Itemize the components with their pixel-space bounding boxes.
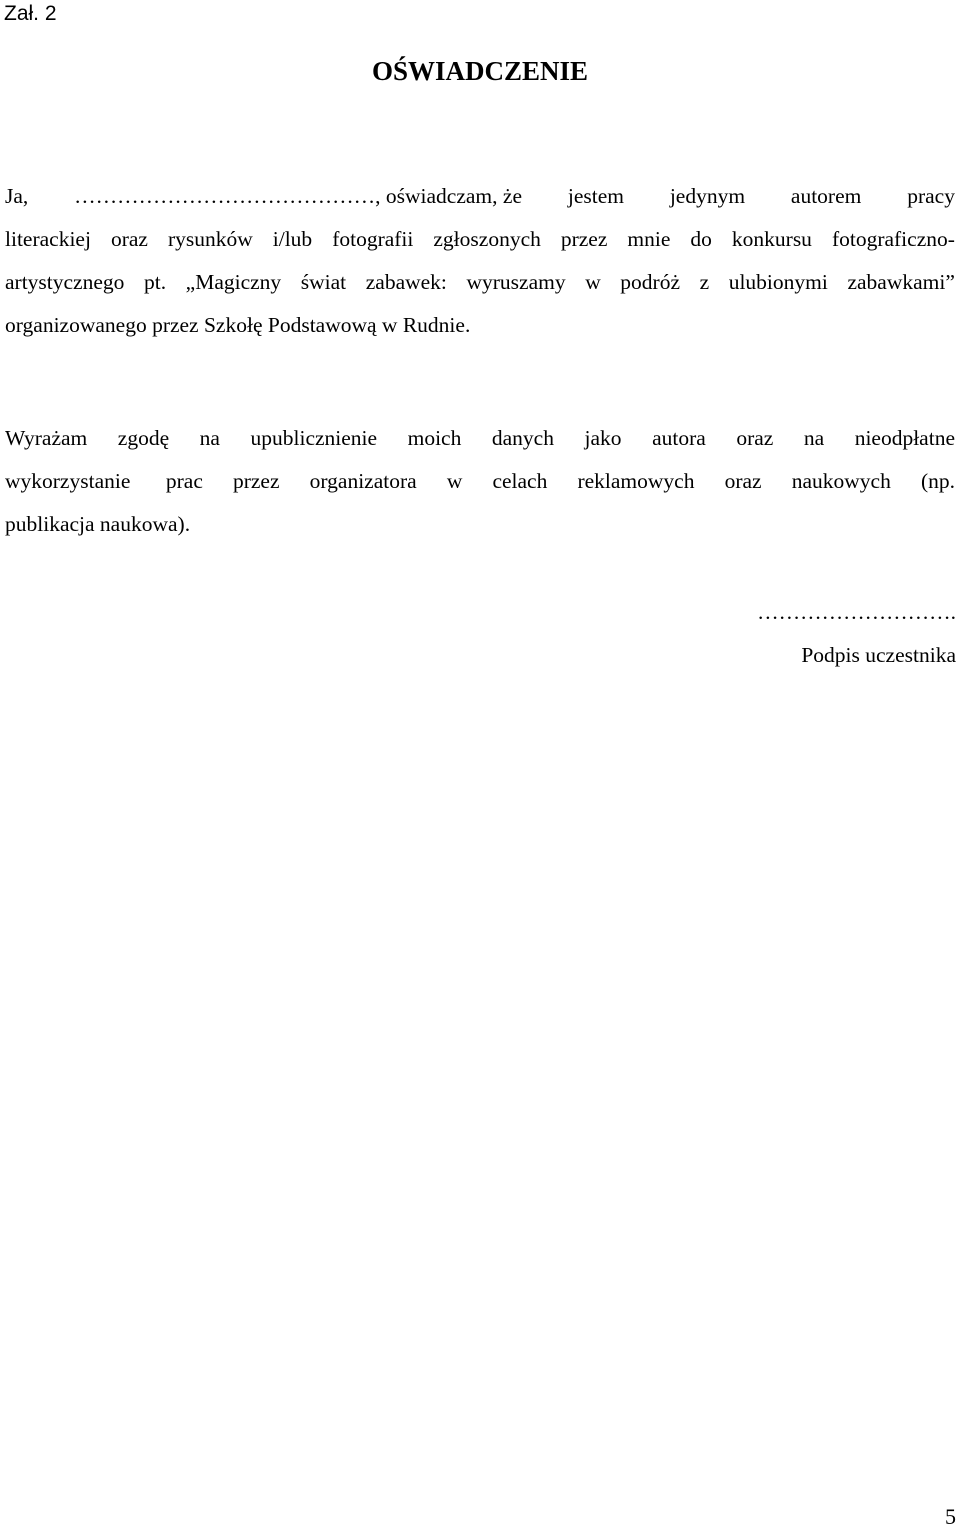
declaration-line-3: artystycznego pt. „Magiczny świat zabawek: wyruszamy w podróż z ulubionymi zabawkami” <box>5 270 955 294</box>
consent-line-1: Wyrażam zgodę na upublicznienie moich danych jako autora oraz na nieodpłatne <box>5 426 955 450</box>
attachment-label: Zał. 2 <box>4 2 57 25</box>
consent-line-2: wykorzystanie prac przez organizatora w celach reklamowych oraz naukowych (np. <box>5 469 955 493</box>
declaration-line-4: organizowanego przez Szkołę Podstawową w Rudnie. <box>5 313 471 337</box>
document-title: OŚWIADCZENIE <box>371 56 589 86</box>
consent-line-3: publikacja naukowa). <box>5 512 191 536</box>
signature-line: ………………………. <box>757 600 956 624</box>
page-number: 5 <box>945 1504 956 1529</box>
declaration-line-1: Ja, ……………………………………, oświadczam, że jestem jedynym autorem pracy <box>5 184 955 208</box>
signature-label: Podpis uczestnika <box>801 643 956 667</box>
declaration-line-2: literackiej oraz rysunków i/lub fotografii zgłoszonych przez mnie do konkursu fotograficzno- <box>5 227 955 251</box>
